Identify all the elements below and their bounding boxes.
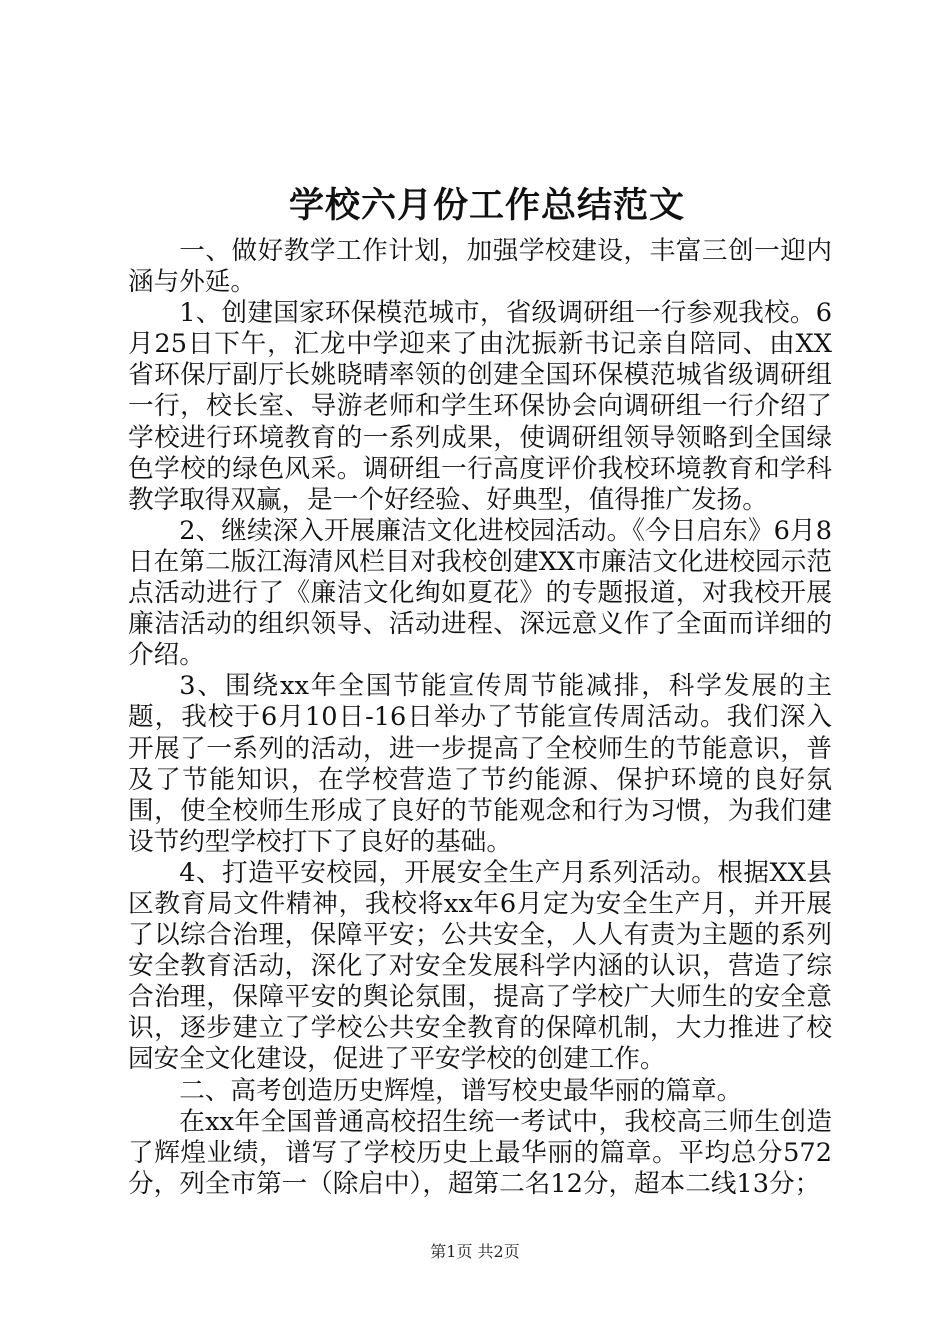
- paragraph-section-1-heading: 一、做好教学工作计划，加强学校建设，丰富三创一迎内涵与外延。: [128, 236, 832, 298]
- document-body: [128, 236, 832, 1200]
- paragraph-item-4: 4、打造平安校园，开展安全生产月系列活动。根据XX县区教育局文件精神，我校将xx年6月定为安全生产月，并开展了以综合治理，保障平安；公共安全，人人有责为主题的系列安全教育活动，深化了对安全发展科学内涵的认识，营造了综合治理，保障平安的舆论氛围，提高了学校广大师生的安全意识，逐步建立了学校公共安全教育的保障机制，大力推进了校园安全文化建设，促进了平安学校的创建工作。: [128, 857, 832, 1075]
- paragraph-gaokao-results: 在xx年全国普通高校招生统一考试中，我校高三师生创造了辉煌业绩，谱写了学校历史上最华丽的篇章。平均总分572分，列全市第一（除启中），超第二名12分，超本二线13分；: [128, 1106, 832, 1199]
- paragraph-item-1: 1、创建国家环保模范城市，省级调研组一行参观我校。6月25日下午，汇龙中学迎来了由沈振新书记亲自陪同、由XX省环保厅副厅长姚晓晴率领的创建全国环保模范城省级调研组一行，校长室、导游老师和学生环保协会向调研组一行介绍了学校进行环境教育的一系列成果，使调研组领导领略到全国绿色学校的绿色风采。调研组一行高度评价我校环境教育和学科教学取得双赢，是一个好经验、好典型，值得推广发扬。: [128, 298, 832, 515]
- paragraph-item-3: 3、围绕xx年全国节能宣传周节能减排，科学发展的主题，我校于6月10日-16日举办了节能宣传周活动。我们深入开展了一系列的活动，进一步提高了全校师生的节能意识，普及了节能知识，在学校营造了节约能源、保护环境的良好氛围，使全校师生形成了良好的节能观念和行为习惯，为我们建设节约型学校打下了良好的基础。: [128, 671, 832, 857]
- paragraph-section-2-heading: 二、高考创造历史辉煌，谱写校史最华丽的篇章。: [179, 1075, 743, 1106]
- page-number: 第1页 共2页: [430, 1242, 520, 1261]
- document-title: 学校六月份工作总结范文: [288, 186, 685, 226]
- paragraph-item-2: 2、继续深入开展廉洁文化进校园活动。《今日启东》6月8日在第二版江海清风栏目对我校创建XX市廉洁文化进校园示范点活动进行了《廉洁文化绚如夏花》的专题报道，对我校开展廉洁活动的组织领导、活动进程、深远意义作了全面而详细的介绍。: [128, 515, 832, 671]
